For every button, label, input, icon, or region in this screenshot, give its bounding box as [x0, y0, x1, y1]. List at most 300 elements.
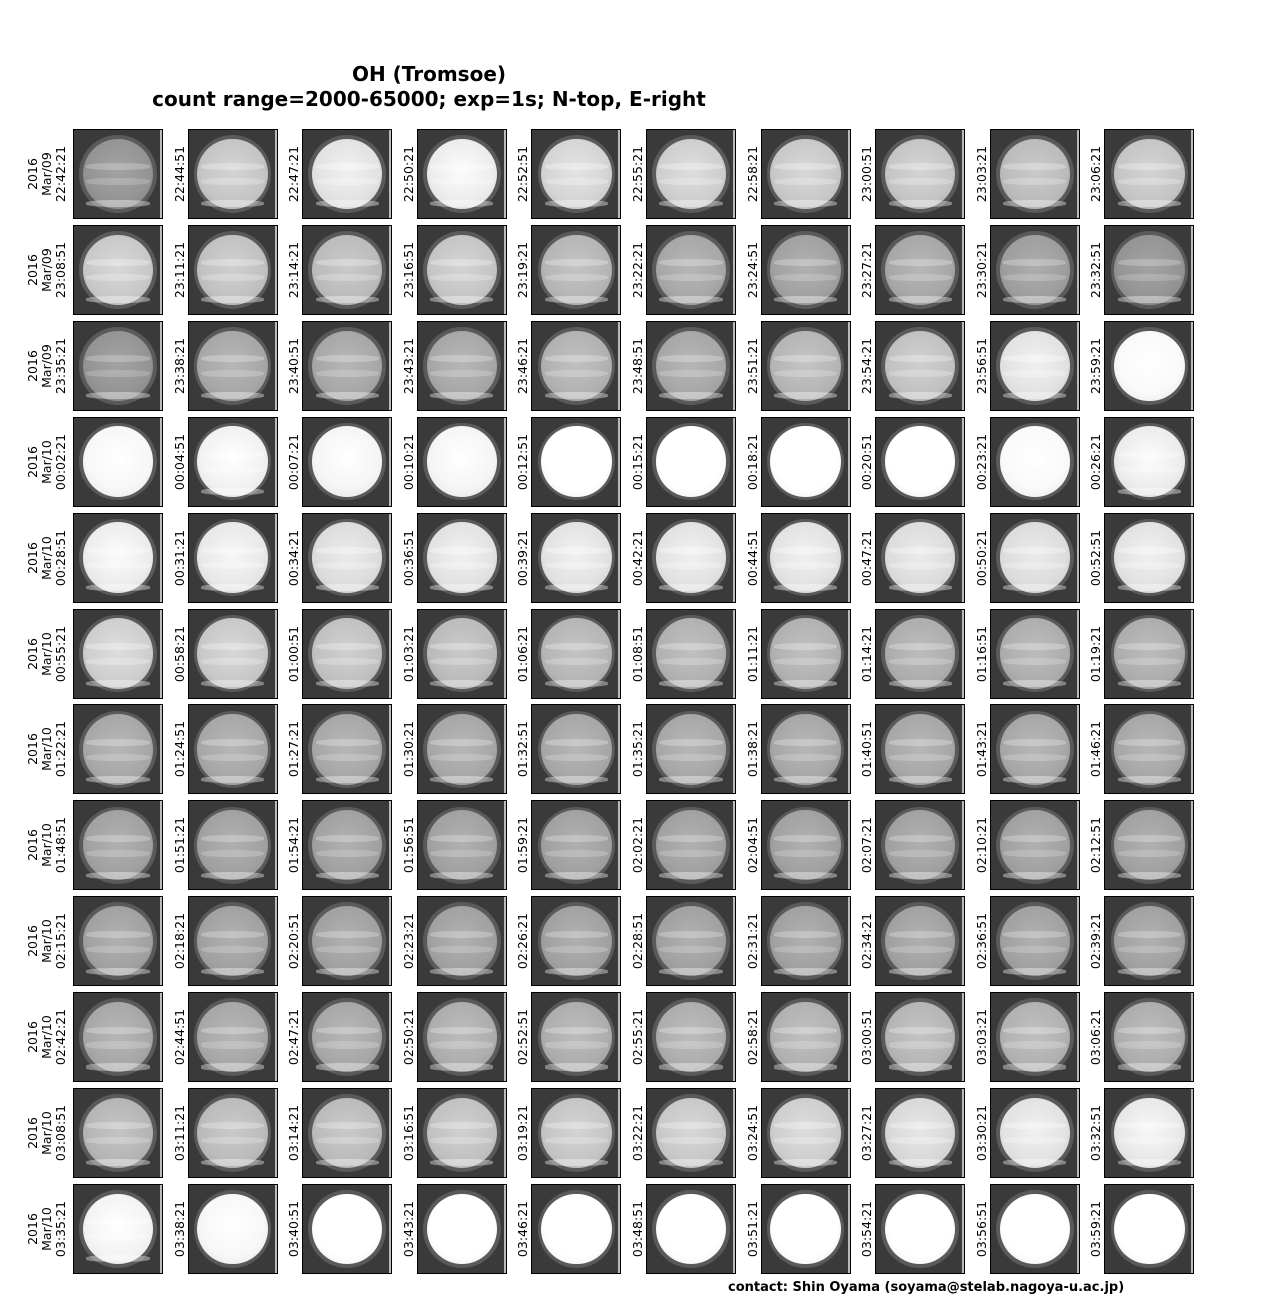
year-label: 2016: [25, 1021, 40, 1053]
sky-image: [875, 1184, 965, 1274]
timestamp-label: [744, 513, 762, 603]
timestamp-label: [1087, 513, 1105, 603]
time-label: 23:59:21: [1088, 337, 1104, 394]
airglow-band: [1118, 658, 1181, 665]
sky-image: [188, 704, 278, 794]
airglow-band: [774, 643, 837, 650]
sky-disk: [1000, 331, 1070, 401]
time-label: 23:46:21: [515, 337, 531, 394]
horizon-glow: [1003, 584, 1066, 591]
airglow-band: [1118, 451, 1181, 458]
airglow-band: [430, 370, 493, 377]
sky-disk: [656, 235, 726, 305]
horizon-glow: [430, 1063, 493, 1070]
airglow-band: [316, 658, 379, 665]
sky-image: [417, 1184, 507, 1274]
time-label: 00:36:51: [400, 529, 416, 586]
horizon-glow: [1118, 1063, 1181, 1070]
airglow-band: [1003, 274, 1066, 281]
time-label: 00:23:21: [973, 433, 989, 490]
sky-disk: [312, 139, 382, 209]
airglow-band: [1003, 835, 1066, 842]
time-label: 03:43:21: [400, 1200, 416, 1257]
timestamp-label: [171, 513, 189, 603]
tile-edge: [389, 514, 391, 602]
airglow-band: [86, 754, 149, 761]
sky-disk: [656, 522, 726, 592]
sky-image: [1104, 417, 1194, 507]
airglow-band: [316, 178, 379, 185]
timestamp-label: [400, 417, 418, 507]
airglow-band: [659, 931, 722, 938]
sky-image: [531, 225, 621, 315]
airglow-band: [201, 1041, 264, 1048]
sky-disk: [312, 522, 382, 592]
tile-edge: [618, 801, 620, 889]
tile-edge: [1191, 1185, 1193, 1273]
horizon-glow: [774, 968, 837, 975]
airglow-band: [774, 946, 837, 953]
sky-disk: [656, 331, 726, 401]
airglow-band: [545, 1041, 608, 1048]
sky-image: [875, 129, 965, 219]
sky-disk: [197, 810, 267, 880]
airglow-band: [1118, 835, 1181, 842]
sky-disk: [656, 1002, 726, 1072]
time-label: 23:56:51: [973, 337, 989, 394]
sky-disk: [197, 139, 267, 209]
airglow-band: [430, 562, 493, 569]
sky-disk: [83, 1098, 153, 1168]
timestamp-label: [400, 1088, 418, 1178]
sky-image: [531, 896, 621, 986]
time-label: 02:20:51: [286, 913, 302, 970]
sky-image: [761, 225, 851, 315]
timestamp-label: [171, 225, 189, 315]
tile-edge: [733, 418, 735, 506]
airglow-band: [316, 1027, 379, 1034]
sky-disk: [312, 906, 382, 976]
sky-image: [646, 513, 736, 603]
airglow-band: [774, 739, 837, 746]
timestamp-label: [285, 1088, 303, 1178]
tile-edge: [389, 993, 391, 1081]
tile-edge: [618, 514, 620, 602]
sky-disk: [427, 618, 497, 688]
tile-edge: [160, 801, 162, 889]
sky-disk: [312, 331, 382, 401]
airglow-band: [316, 835, 379, 842]
horizon-glow: [1118, 200, 1181, 207]
time-label: 02:28:51: [630, 913, 645, 970]
timestamp-label: [858, 609, 876, 699]
sky-image: [531, 417, 621, 507]
sky-disk: [312, 426, 382, 496]
sky-image: [188, 1184, 278, 1274]
time-label: 01:14:21: [859, 625, 875, 682]
sky-image: [302, 129, 392, 219]
airglow-band: [201, 739, 264, 746]
airglow-band: [201, 1137, 264, 1144]
timestamp-label: [1087, 1088, 1105, 1178]
airglow-band: [659, 643, 722, 650]
airglow-band: [86, 835, 149, 842]
horizon-glow: [889, 1063, 952, 1070]
airglow-band: [659, 1041, 722, 1048]
time-label: 03:40:51: [286, 1200, 302, 1257]
horizon-glow: [889, 680, 952, 687]
sky-disk: [1000, 714, 1070, 784]
airglow-band: [545, 562, 608, 569]
tile-edge: [733, 130, 735, 218]
timestamp-label: [285, 513, 303, 603]
airglow-band: [889, 1137, 952, 1144]
airglow-band: [1003, 658, 1066, 665]
sky-disk: [197, 618, 267, 688]
horizon-glow: [1003, 968, 1066, 975]
time-label: 00:04:51: [171, 433, 187, 490]
sky-image: [188, 513, 278, 603]
sky-disk: [656, 1194, 726, 1264]
time-label: 00:07:21: [286, 433, 302, 490]
time-label: 01:24:51: [171, 721, 187, 778]
horizon-glow: [1118, 968, 1181, 975]
tile-edge: [962, 322, 964, 410]
tile-edge: [160, 1185, 162, 1273]
sky-disk: [1000, 618, 1070, 688]
time-label: 01:40:51: [859, 721, 875, 778]
airglow-band: [659, 355, 722, 362]
tile-edge: [1191, 418, 1193, 506]
sky-image: [1104, 321, 1194, 411]
sky-disk: [1000, 426, 1070, 496]
time-label: 01:08:51: [630, 625, 645, 682]
timestamp-label: [23, 321, 71, 411]
timestamp-label: [744, 129, 762, 219]
tile-edge: [848, 993, 850, 1081]
sky-disk: [1114, 1002, 1184, 1072]
airglow-band: [889, 658, 952, 665]
airglow-band: [430, 739, 493, 746]
airglow-band: [201, 178, 264, 185]
tile-edge: [275, 610, 277, 698]
sky-disk: [312, 235, 382, 305]
sky-image: [1104, 1088, 1194, 1178]
date-label: Mar/10: [39, 1111, 54, 1155]
timestamp-label: [514, 1088, 532, 1178]
tile-edge: [275, 993, 277, 1081]
horizon-glow: [201, 200, 264, 207]
sky-image: [1104, 609, 1194, 699]
time-label: 00:28:51: [53, 529, 68, 586]
horizon-glow: [430, 200, 493, 207]
sky-disk: [1114, 618, 1184, 688]
sky-image: [990, 513, 1080, 603]
sky-disk: [885, 714, 955, 784]
airglow-band: [201, 370, 264, 377]
sky-disk: [83, 1194, 153, 1264]
timestamp-label: [285, 321, 303, 411]
sky-disk: [770, 714, 840, 784]
airglow-band: [86, 259, 149, 266]
timestamp-label: [285, 704, 303, 794]
timestamp-label: [744, 992, 762, 1082]
airglow-band: [430, 835, 493, 842]
airglow-band: [659, 163, 722, 170]
airglow-band: [545, 658, 608, 665]
sky-disk: [885, 1002, 955, 1072]
sky-image: [646, 800, 736, 890]
sky-image: [417, 992, 507, 1082]
tile-edge: [389, 1089, 391, 1177]
time-label: 02:23:21: [400, 913, 416, 970]
tile-edge: [848, 226, 850, 314]
airglow-band: [86, 850, 149, 857]
tile-edge: [618, 130, 620, 218]
sky-disk: [197, 522, 267, 592]
sky-disk: [541, 906, 611, 976]
tile-edge: [389, 1185, 391, 1273]
sky-image: [990, 225, 1080, 315]
time-label: 02:31:21: [744, 913, 760, 970]
horizon-glow: [659, 1159, 722, 1166]
airglow-band: [889, 259, 952, 266]
timestamp-label: [858, 513, 876, 603]
sky-image: [761, 513, 851, 603]
sky-disk: [312, 1002, 382, 1072]
airglow-band: [201, 562, 264, 569]
horizon-glow: [774, 296, 837, 303]
time-label: 00:15:21: [630, 433, 645, 490]
sky-disk: [427, 714, 497, 784]
tile-edge: [848, 1185, 850, 1273]
tile-edge: [848, 705, 850, 793]
airglow-band: [545, 1027, 608, 1034]
airglow-band: [1118, 754, 1181, 761]
airglow-band: [774, 658, 837, 665]
year-label: 2016: [25, 637, 40, 670]
horizon-glow: [545, 1159, 608, 1166]
tile-edge: [160, 1089, 162, 1177]
time-label: 01:00:51: [286, 625, 302, 682]
tile-edge: [504, 226, 506, 314]
sky-image: [531, 609, 621, 699]
sky-disk: [885, 810, 955, 880]
date-label: Mar/10: [39, 631, 54, 676]
tile-edge: [389, 610, 391, 698]
sky-image: [531, 704, 621, 794]
date-label: Mar/10: [39, 919, 54, 964]
airglow-band: [1118, 1137, 1181, 1144]
horizon-glow: [86, 968, 149, 975]
airglow-band: [659, 547, 722, 554]
sky-image: [761, 704, 851, 794]
horizon-glow: [545, 200, 608, 207]
sky-disk: [83, 906, 153, 976]
sky-disk: [1000, 139, 1070, 209]
timestamp-label: [858, 800, 876, 890]
airglow-band: [86, 1137, 149, 1144]
airglow-band: [86, 178, 149, 185]
airglow-band: [659, 835, 722, 842]
tile-edge: [962, 418, 964, 506]
airglow-band: [430, 658, 493, 665]
timestamp-label: [629, 704, 647, 794]
sky-disk: [656, 1098, 726, 1168]
tile-edge: [962, 1185, 964, 1273]
sky-image: [302, 321, 392, 411]
sky-image: [302, 1088, 392, 1178]
horizon-glow: [430, 680, 493, 687]
time-label: 01:51:21: [171, 817, 187, 874]
airglow-band: [316, 547, 379, 554]
sky-image: [761, 1184, 851, 1274]
horizon-glow: [201, 296, 264, 303]
sky-image: [990, 321, 1080, 411]
tile-edge: [1191, 1089, 1193, 1177]
airglow-band: [1118, 1027, 1181, 1034]
airglow-band: [889, 178, 952, 185]
airglow-band: [201, 835, 264, 842]
sky-image: [990, 704, 1080, 794]
horizon-glow: [659, 296, 722, 303]
time-label: 00:58:21: [171, 625, 187, 682]
sky-image: [1104, 225, 1194, 315]
timestamp-label: [973, 1184, 991, 1274]
time-label: 03:59:21: [1088, 1200, 1104, 1257]
airglow-band: [1118, 259, 1181, 266]
airglow-band: [545, 946, 608, 953]
airglow-band: [659, 1137, 722, 1144]
airglow-band: [86, 163, 149, 170]
time-label: 23:27:21: [859, 241, 875, 298]
sky-disk: [656, 810, 726, 880]
year-label: 2016: [25, 733, 40, 766]
sky-image: [531, 992, 621, 1082]
sky-image: [1104, 800, 1194, 890]
year-label: 2016: [25, 829, 40, 862]
horizon-glow: [430, 872, 493, 879]
airglow-band: [1003, 370, 1066, 377]
airglow-band: [774, 370, 837, 377]
airglow-band: [659, 1122, 722, 1129]
timestamp-label: [514, 225, 532, 315]
sky-disk: [83, 426, 153, 496]
time-label: 00:52:51: [1088, 529, 1104, 586]
sky-disk: [541, 1098, 611, 1168]
timestamp-label: [285, 609, 303, 699]
horizon-glow: [201, 1063, 264, 1070]
horizon-glow: [545, 968, 608, 975]
sky-disk: [427, 331, 497, 401]
sky-image: [531, 321, 621, 411]
time-label: 03:22:21: [630, 1104, 645, 1162]
airglow-band: [86, 739, 149, 746]
time-label: 01:19:21: [1088, 625, 1104, 682]
tile-edge: [504, 322, 506, 410]
timestamp-label: [514, 609, 532, 699]
sky-image: [761, 609, 851, 699]
horizon-glow: [430, 584, 493, 591]
sky-image: [302, 609, 392, 699]
airglow-band: [430, 850, 493, 857]
time-label: 23:30:21: [973, 241, 989, 298]
time-label: 00:55:21: [53, 625, 68, 682]
horizon-glow: [889, 200, 952, 207]
horizon-glow: [316, 776, 379, 783]
tile-edge: [275, 322, 277, 410]
tile-edge: [275, 1185, 277, 1273]
time-label: 00:47:21: [859, 529, 875, 586]
airglow-band: [430, 259, 493, 266]
tile-edge: [618, 322, 620, 410]
sky-image: [417, 609, 507, 699]
timestamp-label: [1087, 225, 1105, 315]
date-label: Mar/10: [39, 727, 54, 772]
airglow-band: [1003, 259, 1066, 266]
time-label: 03:46:21: [515, 1200, 531, 1257]
airglow-band: [86, 658, 149, 665]
timestamp-label: [23, 129, 71, 219]
timestamp-label: [514, 800, 532, 890]
airglow-band: [774, 835, 837, 842]
airglow-band: [201, 547, 264, 554]
timestamp-label: [400, 992, 418, 1082]
timestamp-label: [973, 800, 991, 890]
tile-edge: [962, 226, 964, 314]
sky-disk: [885, 1098, 955, 1168]
sky-image: [761, 129, 851, 219]
date-label: Mar/10: [39, 535, 54, 580]
airglow-band: [889, 547, 952, 554]
sky-image: [188, 225, 278, 315]
airglow-band: [774, 259, 837, 266]
sky-image: [73, 417, 163, 507]
tile-edge: [962, 130, 964, 218]
sky-disk: [1000, 235, 1070, 305]
sky-image: [531, 1184, 621, 1274]
sky-image: [990, 1184, 1080, 1274]
sky-image: [761, 321, 851, 411]
sky-image: [761, 417, 851, 507]
horizon-glow: [1118, 872, 1181, 879]
airglow-band: [430, 1041, 493, 1048]
tile-edge: [275, 514, 277, 602]
airglow-band: [545, 547, 608, 554]
tile-edge: [160, 322, 162, 410]
time-label: 00:10:21: [400, 433, 416, 490]
sky-image: [73, 321, 163, 411]
airglow-band: [1003, 1027, 1066, 1034]
airglow-band: [659, 370, 722, 377]
sky-image: [1104, 896, 1194, 986]
tile-edge: [1077, 418, 1079, 506]
tile-edge: [389, 418, 391, 506]
horizon-glow: [316, 1063, 379, 1070]
time-label: 23:11:21: [171, 241, 187, 298]
tile-edge: [275, 226, 277, 314]
horizon-glow: [545, 1063, 608, 1070]
sky-disk: [83, 139, 153, 209]
tile-edge: [618, 1089, 620, 1177]
sky-disk: [770, 235, 840, 305]
timestamp-label: [629, 417, 647, 507]
timestamp-label: [629, 321, 647, 411]
time-label: 00:31:21: [171, 529, 187, 586]
timestamp-label: [400, 129, 418, 219]
horizon-glow: [201, 776, 264, 783]
airglow-band: [1003, 931, 1066, 938]
